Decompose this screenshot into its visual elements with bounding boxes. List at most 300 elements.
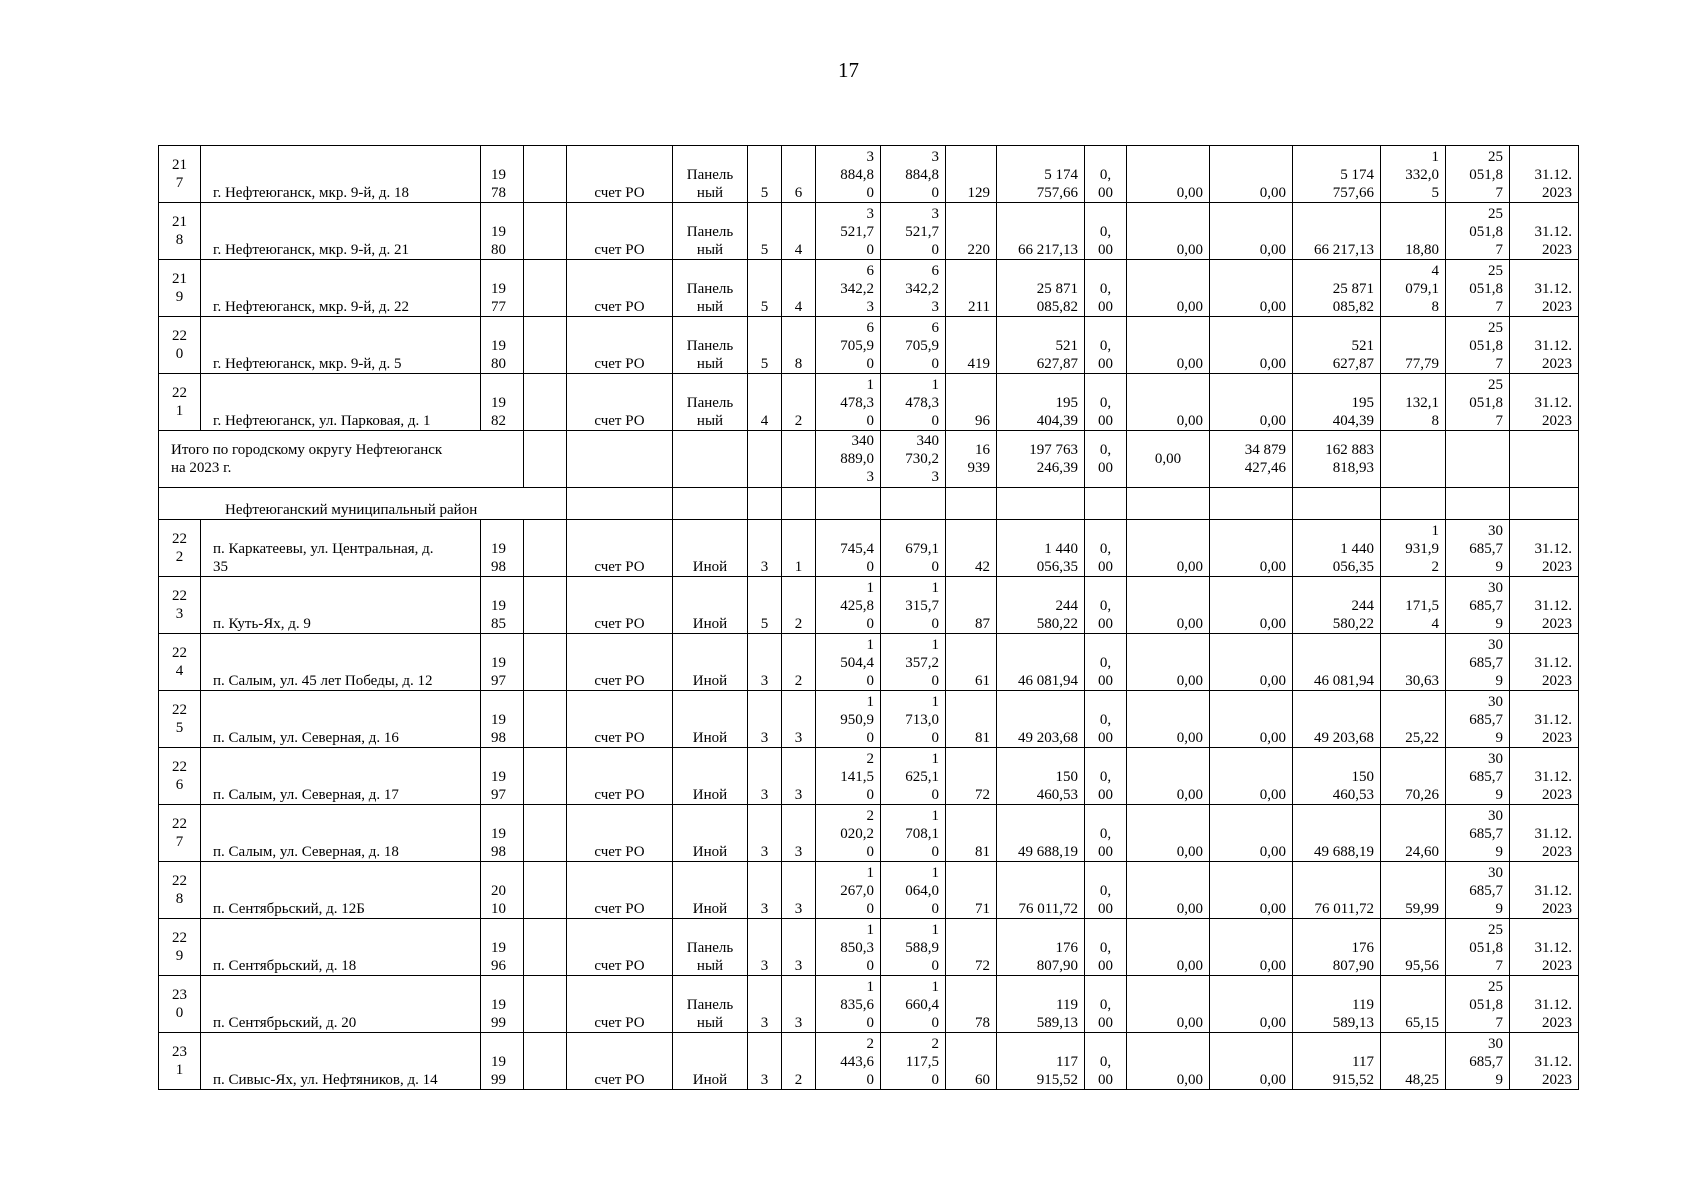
owner-funds: 66 217,13 [1293,203,1381,260]
wall-material: Иной [673,577,748,634]
federal-funds: 0, 00 [1085,862,1127,919]
total-row [159,431,1579,488]
fund-method: счет РО [567,260,673,317]
deadline: 31.12. 2023 [1510,317,1579,374]
table-row [159,260,1579,317]
build-year: 19 97 [481,634,524,691]
living-area: 6 705,9 0 [881,317,946,374]
cost-limit: 30 685,7 9 [1446,862,1510,919]
owner-funds: 195 404,39 [1293,374,1381,431]
section-row [159,488,1579,520]
row-number: 23 0 [159,976,201,1033]
entrances: 2 [782,577,816,634]
row-number: 23 1 [159,1033,201,1090]
regional-funds: 0,00 [1127,919,1210,976]
federal-funds: 0, 00 [1085,577,1127,634]
repair-cost: 76 011,72 [997,862,1085,919]
entrances: 3 [782,748,816,805]
wall-material: Иной [673,634,748,691]
living-area: 1 357,2 0 [881,634,946,691]
table-row [159,805,1579,862]
cost-limit: 25 051,8 7 [1446,203,1510,260]
address: п. Сентябрьский, д. 12Б [201,862,481,919]
cost-limit: 25 051,8 7 [1446,146,1510,203]
build-year: 19 98 [481,691,524,748]
wall-material: Панель ный [673,146,748,203]
fund-method: счет РО [567,805,673,862]
table-row [159,1033,1579,1090]
district-rows [159,520,1579,1090]
floors: 3 [748,520,782,577]
floors: 5 [748,260,782,317]
address: п. Куть-Ях, д. 9 [201,577,481,634]
row-number: 22 8 [159,862,201,919]
deadline: 31.12. 2023 [1510,691,1579,748]
repair-cost: 244 580,22 [997,577,1085,634]
residents: 81 [946,805,997,862]
address: г. Нефтеюганск, мкр. 9-й, д. 22 [201,260,481,317]
specific-cost: 25,22 [1381,691,1446,748]
build-year: 19 85 [481,577,524,634]
total-area: 2 020,2 0 [816,805,881,862]
build-year: 19 99 [481,1033,524,1090]
federal-funds: 0, 00 [1085,691,1127,748]
floors: 5 [748,146,782,203]
table-row [159,317,1579,374]
deadline: 31.12. 2023 [1510,260,1579,317]
build-year: 20 10 [481,862,524,919]
address: п. Салым, ул. Северная, д. 16 [201,691,481,748]
wall-material: Иной [673,748,748,805]
local-funds: 0,00 [1210,976,1293,1033]
city-rows [159,146,1579,431]
floors: 3 [748,976,782,1033]
specific-cost: 77,79 [1381,317,1446,374]
table-row [159,203,1579,260]
wall-material: Панель ный [673,976,748,1033]
residents: 72 [946,748,997,805]
entrances: 2 [782,634,816,691]
table-row [159,691,1579,748]
federal-funds: 0, 00 [1085,805,1127,862]
local-funds: 0,00 [1210,317,1293,374]
blank-col [524,691,567,748]
fund-method: счет РО [567,203,673,260]
residents: 129 [946,146,997,203]
owner-funds: 5 174 757,66 [1293,146,1381,203]
floors: 3 [748,919,782,976]
entrances: 2 [782,374,816,431]
deadline: 31.12. 2023 [1510,146,1579,203]
federal-funds: 0, 00 [1085,203,1127,260]
total-area: 745,4 0 [816,520,881,577]
specific-cost: 1 931,9 2 [1381,520,1446,577]
entrances: 6 [782,146,816,203]
total-label: Итого по городскому округу Нефтеюганск на 2023 г. [159,431,524,488]
repair-cost: 5 174 757,66 [997,146,1085,203]
floors: 3 [748,805,782,862]
address: п. Сентябрьский, д. 18 [201,919,481,976]
living-area: 1 588,9 0 [881,919,946,976]
repair-cost: 150 460,53 [997,748,1085,805]
blank-col [524,520,567,577]
build-year: 19 77 [481,260,524,317]
cost-limit: 25 051,8 7 [1446,260,1510,317]
residents: 71 [946,862,997,919]
federal-funds: 0, 00 [1085,1033,1127,1090]
blank-col [524,976,567,1033]
row-number: 22 5 [159,691,201,748]
federal-funds: 0, 00 [1085,260,1127,317]
fund-method: счет РО [567,919,673,976]
repair-cost: 49 203,68 [997,691,1085,748]
specific-cost: 30,63 [1381,634,1446,691]
owner-funds: 76 011,72 [1293,862,1381,919]
owner-funds: 117 915,52 [1293,1033,1381,1090]
row-number: 21 7 [159,146,201,203]
floors: 3 [748,634,782,691]
owner-funds: 176 807,90 [1293,919,1381,976]
local-funds: 0,00 [1210,203,1293,260]
total-area: 1 267,0 0 [816,862,881,919]
fund-method: счет РО [567,520,673,577]
address: п. Салым, ул. Северная, д. 18 [201,805,481,862]
floors: 4 [748,374,782,431]
wall-material: Иной [673,862,748,919]
total-area-2: 340 730,2 3 [881,431,946,488]
specific-cost: 70,26 [1381,748,1446,805]
cost-limit: 25 051,8 7 [1446,317,1510,374]
local-funds: 0,00 [1210,260,1293,317]
specific-cost: 24,60 [1381,805,1446,862]
specific-cost: 132,1 8 [1381,374,1446,431]
owner-funds: 25 871 085,82 [1293,260,1381,317]
repair-cost: 119 589,13 [997,976,1085,1033]
local-funds: 0,00 [1210,146,1293,203]
regional-funds: 0,00 [1127,862,1210,919]
regional-funds: 0,00 [1127,203,1210,260]
repair-cost: 176 807,90 [997,919,1085,976]
living-area: 1 478,3 0 [881,374,946,431]
cost-limit: 30 685,7 9 [1446,805,1510,862]
address: г. Нефтеюганск, мкр. 9-й, д. 5 [201,317,481,374]
deadline: 31.12. 2023 [1510,634,1579,691]
table-row [159,748,1579,805]
owner-funds: 150 460,53 [1293,748,1381,805]
cost-limit: 30 685,7 9 [1446,634,1510,691]
floors: 3 [748,1033,782,1090]
local-funds: 0,00 [1210,374,1293,431]
floors: 3 [748,691,782,748]
total-area: 6 342,2 3 [816,260,881,317]
repair-cost: 66 217,13 [997,203,1085,260]
specific-cost: 95,56 [1381,919,1446,976]
wall-material: Панель ный [673,317,748,374]
wall-material: Иной [673,691,748,748]
address: п. Сивыс-Ях, ул. Нефтяников, д. 14 [201,1033,481,1090]
federal-funds: 0, 00 [1085,374,1127,431]
entrances: 3 [782,805,816,862]
total-cost: 197 763 246,39 [997,431,1085,488]
residents: 60 [946,1033,997,1090]
table-row [159,146,1579,203]
entrances: 3 [782,862,816,919]
build-year: 19 96 [481,919,524,976]
repair-cost: 1 440 056,35 [997,520,1085,577]
city-total [159,431,1579,520]
cost-limit: 30 685,7 9 [1446,1033,1510,1090]
owner-funds: 49 688,19 [1293,805,1381,862]
repair-cost: 46 081,94 [997,634,1085,691]
residents: 96 [946,374,997,431]
total-area: 6 705,9 0 [816,317,881,374]
row-number: 22 2 [159,520,201,577]
row-number: 21 8 [159,203,201,260]
regional-funds: 0,00 [1127,805,1210,862]
total-area: 2 443,6 0 [816,1033,881,1090]
section-title: Нефтеюганский муниципальный район [159,488,567,520]
deadline: 31.12. 2023 [1510,374,1579,431]
local-funds: 0,00 [1210,1033,1293,1090]
owner-funds: 49 203,68 [1293,691,1381,748]
blank-col [524,374,567,431]
regional-funds: 0,00 [1127,976,1210,1033]
row-number: 22 3 [159,577,201,634]
repair-cost: 117 915,52 [997,1033,1085,1090]
deadline: 31.12. 2023 [1510,748,1579,805]
specific-cost: 4 079,1 8 [1381,260,1446,317]
federal-funds: 0, 00 [1085,520,1127,577]
residents: 81 [946,691,997,748]
cost-limit: 30 685,7 9 [1446,691,1510,748]
federal-funds: 0, 00 [1085,146,1127,203]
row-number: 21 9 [159,260,201,317]
build-year: 19 82 [481,374,524,431]
residents: 419 [946,317,997,374]
local-funds: 0,00 [1210,805,1293,862]
build-year: 19 80 [481,317,524,374]
regional-funds: 0,00 [1127,634,1210,691]
entrances: 2 [782,1033,816,1090]
table-row [159,919,1579,976]
repair-cost: 49 688,19 [997,805,1085,862]
wall-material: Иной [673,805,748,862]
living-area: 1 660,4 0 [881,976,946,1033]
deadline: 31.12. 2023 [1510,203,1579,260]
living-area: 679,1 0 [881,520,946,577]
total-regional: 0,00 [1127,431,1210,488]
fund-method: счет РО [567,976,673,1033]
deadline: 31.12. 2023 [1510,1033,1579,1090]
cost-limit: 30 685,7 9 [1446,577,1510,634]
residents: 87 [946,577,997,634]
row-number: 22 6 [159,748,201,805]
blank-col [524,317,567,374]
regional-funds: 0,00 [1127,146,1210,203]
local-funds: 0,00 [1210,691,1293,748]
living-area: 1 064,0 0 [881,862,946,919]
cost-limit: 30 685,7 9 [1446,748,1510,805]
total-area: 2 141,5 0 [816,748,881,805]
local-funds: 0,00 [1210,634,1293,691]
federal-funds: 0, 00 [1085,317,1127,374]
repair-cost: 521 627,87 [997,317,1085,374]
total-area: 1 478,3 0 [816,374,881,431]
fund-method: счет РО [567,1033,673,1090]
entrances: 3 [782,691,816,748]
regional-funds: 0,00 [1127,260,1210,317]
owner-funds: 1 440 056,35 [1293,520,1381,577]
address: г. Нефтеюганск, ул. Парковая, д. 1 [201,374,481,431]
address: г. Нефтеюганск, мкр. 9-й, д. 21 [201,203,481,260]
specific-cost: 59,99 [1381,862,1446,919]
blank-col [524,862,567,919]
housing-repair-table [158,145,1579,1090]
federal-funds: 0, 00 [1085,634,1127,691]
wall-material: Панель ный [673,203,748,260]
regional-funds: 0,00 [1127,1033,1210,1090]
total-area: 3 884,8 0 [816,146,881,203]
table-row [159,374,1579,431]
row-number: 22 9 [159,919,201,976]
fund-method: счет РО [567,862,673,919]
fund-method: счет РО [567,317,673,374]
entrances: 8 [782,317,816,374]
local-funds: 0,00 [1210,748,1293,805]
living-area: 6 342,2 3 [881,260,946,317]
total-federal: 0, 00 [1085,431,1127,488]
total-area: 1 504,4 0 [816,634,881,691]
federal-funds: 0, 00 [1085,748,1127,805]
living-area: 1 315,7 0 [881,577,946,634]
residents: 72 [946,919,997,976]
blank-col [524,260,567,317]
build-year: 19 99 [481,976,524,1033]
address: п. Сентябрьский, д. 20 [201,976,481,1033]
fund-method: счет РО [567,577,673,634]
fund-method: счет РО [567,691,673,748]
specific-cost: 18,80 [1381,203,1446,260]
specific-cost: 48,25 [1381,1033,1446,1090]
entrances: 4 [782,203,816,260]
blank-col [524,919,567,976]
living-area: 1 713,0 0 [881,691,946,748]
blank-col [524,203,567,260]
living-area: 1 708,1 0 [881,805,946,862]
table-row [159,976,1579,1033]
floors: 5 [748,577,782,634]
repair-cost: 195 404,39 [997,374,1085,431]
fund-method: счет РО [567,374,673,431]
table-row [159,634,1579,691]
total-owners: 162 883 818,93 [1293,431,1381,488]
residents: 78 [946,976,997,1033]
living-area: 1 625,1 0 [881,748,946,805]
owner-funds: 244 580,22 [1293,577,1381,634]
wall-material: Панель ный [673,374,748,431]
wall-material: Иной [673,520,748,577]
specific-cost: 65,15 [1381,976,1446,1033]
row-number: 22 7 [159,805,201,862]
total-area: 1 425,8 0 [816,577,881,634]
floors: 5 [748,203,782,260]
living-area: 3 521,7 0 [881,203,946,260]
residents: 42 [946,520,997,577]
build-year: 19 78 [481,146,524,203]
local-funds: 0,00 [1210,862,1293,919]
deadline: 31.12. 2023 [1510,919,1579,976]
cost-limit: 30 685,7 9 [1446,520,1510,577]
deadline: 31.12. 2023 [1510,805,1579,862]
floors: 3 [748,748,782,805]
total-local: 34 879 427,46 [1210,431,1293,488]
total-people: 16 939 [946,431,997,488]
blank-col [524,577,567,634]
floors: 5 [748,317,782,374]
wall-material: Панель ный [673,260,748,317]
federal-funds: 0, 00 [1085,976,1127,1033]
owner-funds: 46 081,94 [1293,634,1381,691]
total-area: 3 521,7 0 [816,203,881,260]
living-area: 3 884,8 0 [881,146,946,203]
specific-cost: 171,5 4 [1381,577,1446,634]
total-area-1: 340 889,0 3 [816,431,881,488]
local-funds: 0,00 [1210,577,1293,634]
blank-col [524,805,567,862]
entrances: 3 [782,976,816,1033]
build-year: 19 80 [481,203,524,260]
entrances: 4 [782,260,816,317]
regional-funds: 0,00 [1127,317,1210,374]
total-area: 1 835,6 0 [816,976,881,1033]
fund-method: счет РО [567,748,673,805]
build-year: 19 98 [481,805,524,862]
floors: 3 [748,862,782,919]
total-area: 1 950,9 0 [816,691,881,748]
blank-col [524,634,567,691]
residents: 220 [946,203,997,260]
build-year: 19 97 [481,748,524,805]
regional-funds: 0,00 [1127,577,1210,634]
living-area: 2 117,5 0 [881,1033,946,1090]
deadline: 31.12. 2023 [1510,976,1579,1033]
wall-material: Панель ный [673,919,748,976]
blank-col [524,146,567,203]
owner-funds: 521 627,87 [1293,317,1381,374]
document-table-wrapper [158,145,1578,1090]
address: п. Салым, ул. 45 лет Победы, д. 12 [201,634,481,691]
address: г. Нефтеюганск, мкр. 9-й, д. 18 [201,146,481,203]
row-number: 22 4 [159,634,201,691]
residents: 61 [946,634,997,691]
cost-limit: 25 051,8 7 [1446,919,1510,976]
table-row [159,862,1579,919]
deadline: 31.12. 2023 [1510,520,1579,577]
address: п. Каркатеевы, ул. Центральная, д. 35 [201,520,481,577]
blank-col [524,748,567,805]
deadline: 31.12. 2023 [1510,577,1579,634]
regional-funds: 0,00 [1127,748,1210,805]
blank-col [524,1033,567,1090]
fund-method: счет РО [567,146,673,203]
deadline: 31.12. 2023 [1510,862,1579,919]
specific-cost: 1 332,0 5 [1381,146,1446,203]
build-year: 19 98 [481,520,524,577]
fund-method: счет РО [567,634,673,691]
repair-cost: 25 871 085,82 [997,260,1085,317]
total-area: 1 850,3 0 [816,919,881,976]
owner-funds: 119 589,13 [1293,976,1381,1033]
